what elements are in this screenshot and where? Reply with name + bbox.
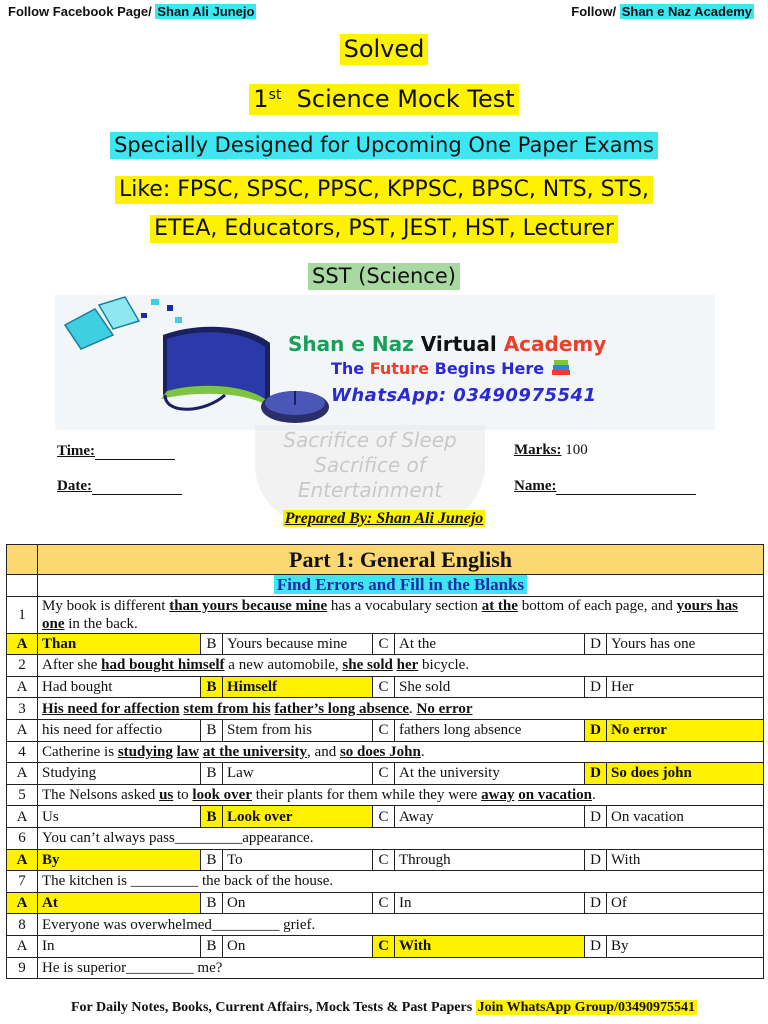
option-text: By: [607, 935, 764, 957]
option-text: his need for affectio: [38, 719, 201, 741]
option-text: fathers long absence: [395, 719, 585, 741]
options-row: [7, 763, 764, 785]
correct-answer: By: [38, 849, 201, 871]
options-row: [7, 719, 764, 741]
option-letter: A: [7, 849, 38, 871]
option-letter: C: [373, 763, 395, 785]
question-row: [7, 784, 764, 806]
option-letter: A: [7, 676, 38, 698]
question-row: [7, 655, 764, 677]
correct-answer: So does john: [607, 763, 764, 785]
option-letter: D: [585, 849, 607, 871]
question-text: [38, 784, 764, 806]
footer-whatsapp: Join WhatsApp Group/03490975541: [477, 1000, 695, 1015]
question-number: 7: [7, 871, 38, 893]
question-segment: she sold: [342, 657, 393, 674]
question-text: [38, 871, 764, 893]
question-segment: at the university: [202, 743, 308, 760]
option-letter: A: [7, 763, 38, 785]
option-letter: C: [373, 849, 395, 871]
books-stack-icon: [550, 360, 572, 376]
option-letter: B: [201, 763, 223, 785]
option-letter: D: [585, 633, 607, 655]
question-sheet: [6, 544, 763, 979]
option-letter: A: [7, 806, 38, 828]
correct-answer: Himself: [223, 676, 373, 698]
question-segment: No error: [416, 700, 473, 717]
question-segment: their plants for them while they were: [252, 787, 482, 804]
option-text: At the: [395, 633, 585, 655]
options-row: [7, 892, 764, 914]
correct-answer: Look over: [223, 806, 373, 828]
question-segment: to: [173, 787, 193, 804]
option-letter: D: [585, 935, 607, 957]
option-letter: A: [7, 892, 38, 914]
exams-line-1: Like: FPSC, SPSC, PPSC, KPPSC, BPSC, NTS, STS,: [0, 176, 768, 204]
option-text: With: [607, 849, 764, 871]
question-segment: a new automobile,: [224, 657, 343, 674]
option-letter: C: [373, 633, 395, 655]
option-letter: C: [373, 806, 395, 828]
footer: [0, 1000, 768, 1016]
question-segment: .: [409, 700, 417, 717]
facebook-follow-label: Follow Facebook Page/: [8, 4, 152, 19]
options-row: [7, 806, 764, 828]
option-text: Stem from his: [223, 719, 373, 741]
part-subtitle-row: [7, 575, 764, 597]
question-number: 3: [7, 698, 38, 720]
question-segment: yours has one: [42, 597, 738, 632]
part-header-row: [7, 545, 764, 575]
question-row: [7, 957, 764, 979]
option-letter: A: [7, 935, 38, 957]
academy-banner: [55, 295, 715, 430]
prepared-by: Prepared By: Shan Ali Junejo: [284, 510, 484, 527]
academy-tagline: The Future Begins Here: [331, 359, 572, 378]
question-text: [38, 827, 764, 849]
option-letter: B: [201, 719, 223, 741]
question-segment: The Nelsons asked: [42, 787, 160, 804]
question-segment: has a vocabulary section: [327, 597, 482, 614]
question-segment: father’s long absence: [274, 700, 410, 717]
option-letter: B: [201, 806, 223, 828]
question-row: [7, 827, 764, 849]
option-text: At the university: [395, 763, 585, 785]
option-letter: B: [201, 849, 223, 871]
question-number: 1: [7, 596, 38, 633]
question-number: 9: [7, 957, 38, 979]
watermark: Sacrifice of Sleep Sacrifice of Entertainment: [283, 428, 457, 502]
part-subtitle: Find Errors and Fill in the Blanks: [274, 575, 527, 594]
marks-field: Marks: 100: [514, 442, 588, 458]
option-letter: B: [201, 676, 223, 698]
question-number: 5: [7, 784, 38, 806]
option-letter: D: [585, 719, 607, 741]
question-segment: law: [176, 743, 200, 760]
question-segment: bottom of each page, and: [517, 597, 677, 614]
option-letter: B: [201, 633, 223, 655]
correct-answer: With: [395, 935, 585, 957]
question-number: 2: [7, 655, 38, 677]
option-text: In: [38, 935, 201, 957]
option-letter: A: [7, 719, 38, 741]
question-text: [38, 741, 764, 763]
book-mouse-logo-icon: [55, 295, 345, 430]
academy-follow-name: Shan e Naz Academy: [621, 4, 752, 19]
option-letter: B: [201, 935, 223, 957]
option-text: Had bought: [38, 676, 201, 698]
option-letter: C: [373, 719, 395, 741]
academy-name: Shan e Naz Virtual Academy: [288, 332, 607, 356]
correct-answer: Than: [38, 633, 201, 655]
top-bar: [8, 4, 760, 24]
correct-answer: No error: [607, 719, 764, 741]
options-row: [7, 849, 764, 871]
option-letter: A: [7, 633, 38, 655]
option-text: To: [223, 849, 373, 871]
option-text: Law: [223, 763, 373, 785]
question-segment: After she: [42, 657, 102, 674]
question-segment: so does John: [339, 743, 421, 760]
question-segment: studying: [117, 743, 173, 760]
question-segment: bicycle.: [418, 657, 470, 674]
question-text: [38, 957, 764, 979]
question-segment: .: [591, 787, 596, 804]
option-letter: D: [585, 676, 607, 698]
part-title: Part 1: General English: [38, 545, 764, 575]
correct-answer: At: [38, 892, 201, 914]
option-text: On: [223, 935, 373, 957]
exams-line-2: ETEA, Educators, PST, JEST, HST, Lecturer: [0, 215, 768, 243]
option-letter: D: [585, 806, 607, 828]
option-text: Studying: [38, 763, 201, 785]
designed-subtitle: Specially Designed for Upcoming One Paper Exams: [0, 132, 768, 159]
question-text: [38, 698, 764, 720]
questions-table: [6, 544, 764, 979]
question-segment: My book is different: [42, 597, 170, 614]
option-letter: B: [201, 892, 223, 914]
option-letter: C: [373, 935, 395, 957]
academy-follow-label: Follow/: [571, 4, 617, 19]
question-number: 8: [7, 914, 38, 936]
question-segment: Everyone was overwhelmed_________ grief.: [42, 916, 316, 933]
question-segment: His need for affection: [42, 700, 180, 717]
option-text: Yours because mine: [223, 633, 373, 655]
option-letter: C: [373, 676, 395, 698]
question-text: [38, 655, 764, 677]
name-field: Name:: [514, 477, 696, 495]
question-segment: .: [420, 743, 425, 760]
question-segment: us: [159, 787, 174, 804]
options-row: [7, 633, 764, 655]
question-row: [7, 871, 764, 893]
option-letter: D: [585, 892, 607, 914]
test-ordinal: 1: [253, 85, 269, 113]
test-title: [0, 84, 768, 115]
question-segment: You can’t always pass_________appearance.: [42, 830, 314, 847]
question-number: 4: [7, 741, 38, 763]
question-segment: look over: [192, 787, 252, 804]
test-ordinal-suffix: st: [268, 87, 282, 103]
option-text: On: [223, 892, 373, 914]
academy-follow: [571, 4, 754, 19]
question-segment: The kitchen is _________ the back of the house.: [42, 873, 334, 890]
option-text: Of: [607, 892, 764, 914]
option-text: Away: [395, 806, 585, 828]
academy-whatsapp: WhatsApp: 03490975541: [331, 385, 597, 406]
question-number: 6: [7, 827, 38, 849]
marks-value: 100: [565, 442, 588, 458]
options-row: [7, 935, 764, 957]
question-text: [38, 596, 764, 633]
question-segment: , and: [307, 743, 340, 760]
question-row: [7, 741, 764, 763]
question-segment: He is superior_________ me?: [42, 959, 223, 976]
option-text: Us: [38, 806, 201, 828]
option-text: Her: [607, 676, 764, 698]
test-name: Science Mock Test: [296, 85, 515, 113]
question-text: [38, 914, 764, 936]
time-field: Time:: [57, 442, 175, 460]
question-segment: than yours because mine: [169, 597, 328, 614]
question-segment: stem from his: [183, 700, 271, 717]
facebook-page-name: Shan Ali Junejo: [157, 4, 255, 19]
date-field: Date:: [57, 477, 182, 495]
option-letter: C: [373, 892, 395, 914]
subject-title: SST (Science): [0, 263, 768, 290]
question-segment: in the back.: [64, 615, 138, 632]
option-letter: D: [585, 763, 607, 785]
solved-title: Solved: [0, 34, 768, 65]
option-text: In: [395, 892, 585, 914]
options-row: [7, 676, 764, 698]
question-segment: her: [396, 657, 419, 674]
question-segment: at the: [481, 597, 518, 614]
option-text: Yours has one: [607, 633, 764, 655]
question-row: [7, 914, 764, 936]
question-row: [7, 698, 764, 720]
question-segment: Catherine is: [42, 743, 118, 760]
option-text: She sold: [395, 676, 585, 698]
question-segment: on vacation: [518, 787, 592, 804]
question-segment: away: [481, 787, 515, 804]
option-text: On vacation: [607, 806, 764, 828]
option-text: Through: [395, 849, 585, 871]
footer-text: For Daily Notes, Books, Current Affairs, Mock Tests & Past Papers: [70, 1000, 473, 1015]
question-segment: had bought himself: [101, 657, 225, 674]
facebook-follow: [8, 4, 256, 19]
